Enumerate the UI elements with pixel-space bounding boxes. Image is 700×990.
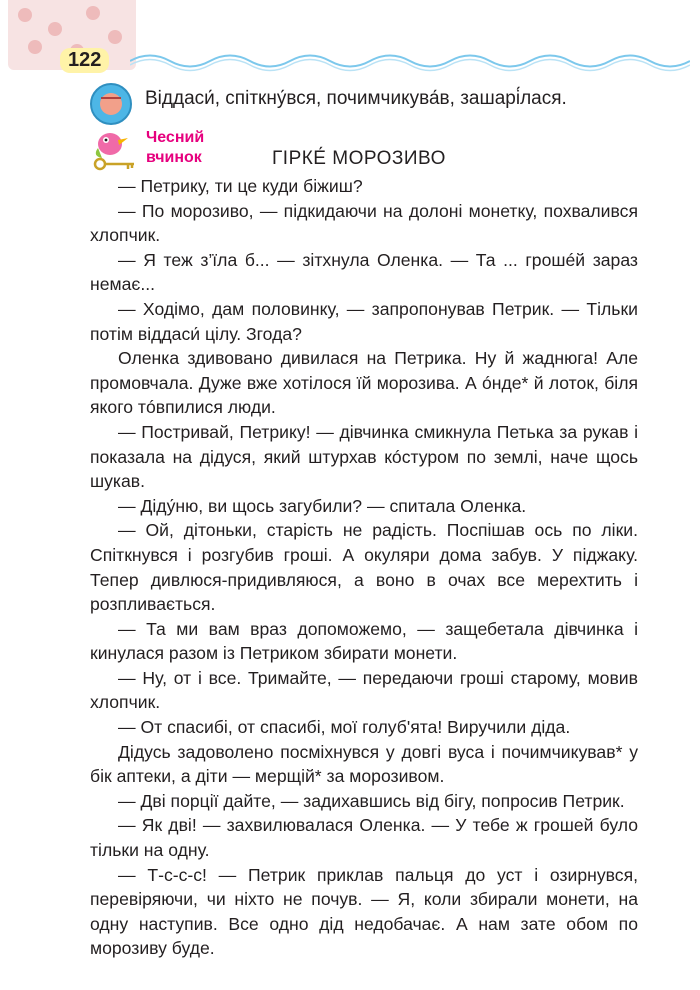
page-number: 122 bbox=[60, 48, 109, 73]
story-title: ГІРКЕ́ МОРОЗИВО bbox=[272, 148, 446, 169]
bird-with-key-icon bbox=[88, 128, 144, 172]
paragraph: — Ой, дітоньки, старість не радість. Поспішав ось по ліки. Спіткнувся і розгубив гроші. А окуляри дома забув. У піджаку. Тепер дивлюся-придивляюся, а воно в очах все мерехтить і розпливається. bbox=[90, 520, 638, 615]
story-text bbox=[90, 174, 638, 961]
paragraph: — Ну, от і все. Тримайте, — передаючи гроші старому, мовив хлопчик. bbox=[90, 667, 638, 713]
paragraph: — Ходімо, дам половинку, — запропонував Петрик. — Тільки потім віддаси́ цілу. Згода? bbox=[90, 298, 638, 344]
paragraph: — Я теж з’їла б... — зітхнула Оленка. — Та ... грошéй зараз немає... bbox=[90, 249, 638, 295]
owl-reader-icon bbox=[90, 83, 132, 125]
paragraph: — От спасибі, от спасибі, мої голуб'ята! Виручили діда. bbox=[118, 717, 571, 738]
paragraph: Дідусь задоволено посміхнувся у довгі вуса і почимчикував* у бік аптеки, а діти — мерщій* за морозивом. bbox=[90, 741, 638, 787]
section-label-line-2: вчинок bbox=[146, 149, 202, 166]
paragraph: — Дві порції дайте, — задихавшись від бігу, попросив Петрик. bbox=[118, 790, 625, 811]
paragraph: — Постривай, Петрику! — дівчинка смикнула Петька за рукав і показала на дідуся, який штурхав кóстуром по землі, наче щось шукав. bbox=[90, 421, 638, 492]
paragraph: — Як дві! — захвилювалася Оленка. — У тебе ж грошей було тільки на одну. bbox=[90, 815, 638, 861]
paragraph: — Діду́ню, ви щось загубили? — спитала Оленка. bbox=[118, 495, 527, 516]
paragraph: — Т-с-с-с! — Петрик приклав пальця до уст і озирнувся, перевіряючи, чи ніхто не почув. — Я, коли збирали монети, на одну наступив. Все одно дід недобачає. А нам зате обом по морозиву буде. bbox=[90, 864, 638, 959]
paragraph: — По морозиво, — підкидаючи на долоні монетку, похвалився хлопчик. bbox=[90, 200, 638, 246]
section-label bbox=[146, 128, 236, 168]
section-label-line-1: Чесний bbox=[146, 129, 205, 146]
paragraph: Оленка здивовано дивилася на Петрика. Ну й жаднюга! Але промовчала. Дуже вже хотілося їй морозива. А óнде* й лоток, біля якого тóвпилися люди. bbox=[90, 348, 638, 418]
paragraph: — Петрику, ти це куди біжиш? bbox=[118, 176, 363, 196]
paragraph: — Та ми вам враз допоможемо, — защебетала дівчинка і кинулася разом із Петриком збирати монети. bbox=[90, 618, 638, 664]
wave-decoration bbox=[130, 50, 690, 72]
stress-words: Віддаси́, спіткну́вся, почимчикува́в, зашарі́лася. bbox=[145, 88, 567, 109]
